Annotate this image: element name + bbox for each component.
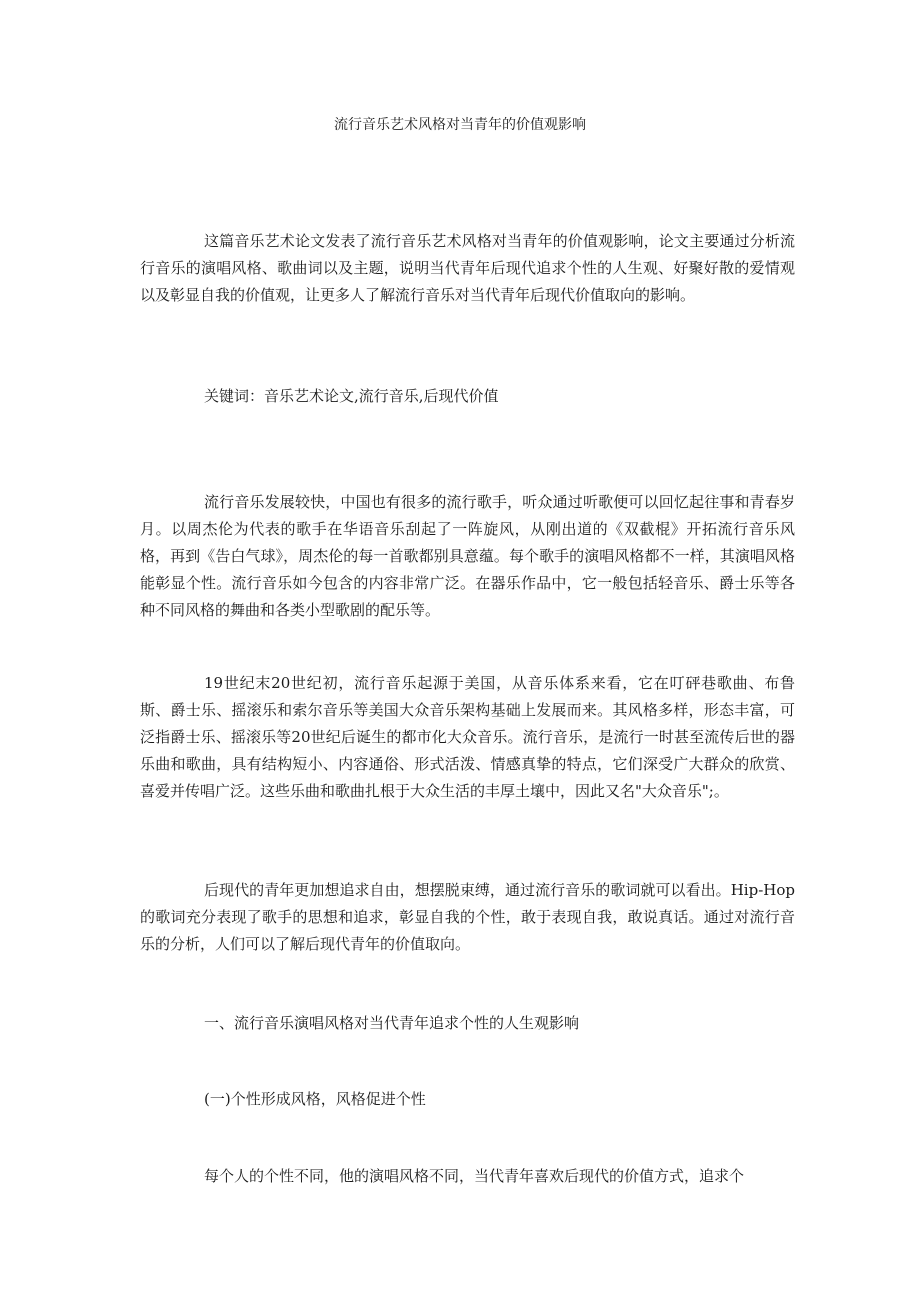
body-paragraph: 后现代的青年更加想追求自由，想摆脱束缚，通过流行音乐的歌词就可以看出。Hip-Hop的歌词充分表现了歌手的思想和追求，彰显自我的个性，敢于表现自我，敢说真话。通过对流行音乐的分析，人们可以了解后现代青年的价值取向。 [140,881,795,953]
subsection-heading: (一)个性形成风格，风格促进个性 [204,1090,426,1108]
body-paragraph-partial: 每个人的个性不同，他的演唱风格不同，当代青年喜欢后现代的价值方式，追求个 [204,1167,745,1185]
body-paragraph: 19世纪末20世纪初，流行音乐起源于美国，从音乐体系来看，它在叮砰巷歌曲、布鲁斯、爵士乐、摇滚乐和索尔音乐等美国大众音乐架构基础上发展而来。其风格多样，形态丰富，可泛指爵士乐、摇滚乐等20世纪后诞生的都市化大众音乐。流行音乐，是流行一时甚至流传后世的器乐曲和歌曲，具有结构短小、内容通俗、形式活泼、情感真挚的特点，它们深受广大群众的欣赏、喜爱并传唱广泛。这些乐曲和歌曲扎根于大众生活的丰厚土壤中，因此又名"大众音乐";。 [140,674,795,800]
body-paragraph: 流行音乐发展较快，中国也有很多的流行歌手，听众通过听歌便可以回忆起往事和青春岁月。以周杰伦为代表的歌手在华语音乐刮起了一阵旋风，从刚出道的《双截棍》开拓流行音乐风格，再到《告白气球》，周杰伦的每一首歌都别具意蕴。每个歌手的演唱风格都不一样，其演唱风格能彰显个性。流行音乐如今包含的内容非常广泛。在器乐作品中，它一般包括轻音乐、爵士乐等各种不同风格的舞曲和各类小型歌剧的配乐等。 [140,493,795,619]
keywords-line: 关键词：音乐艺术论文,流行音乐,后现代价值 [204,387,499,405]
section-heading: 一、流行音乐演唱风格对当代青年追求个性的人生观影响 [204,1014,580,1032]
abstract-paragraph: 这篇音乐艺术论文发表了流行音乐艺术风格对当青年的价值观影响，论文主要通过分析流行音乐的演唱风格、歌曲词以及主题，说明当代青年后现代追求个性的人生观、好聚好散的爱情观以及彰显自我的价值观，让更多人了解流行音乐对当代青年后现代价值取向的影响。 [140,232,795,304]
document-title: 流行音乐艺术风格对当青年的价值观影响 [334,117,586,133]
